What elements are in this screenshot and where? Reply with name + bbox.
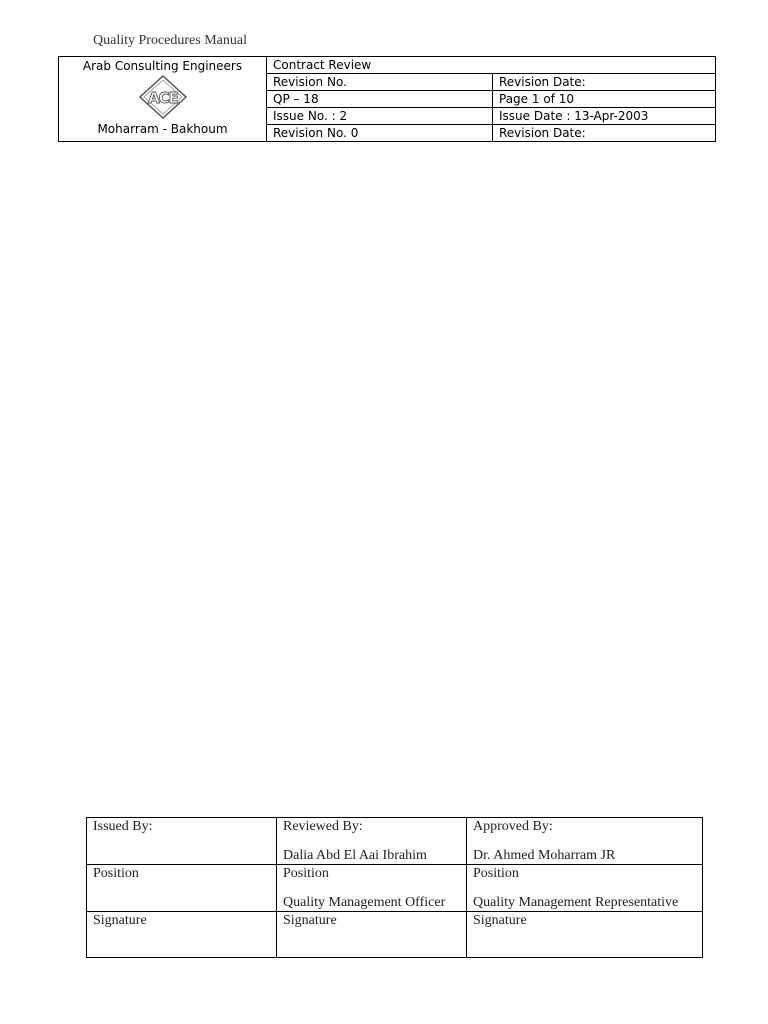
issuer-signature-cell [87,912,277,958]
table-row [87,865,703,912]
approved-by-label: Approved By: [473,819,553,834]
position-label: Position [283,866,329,881]
approver-position-cell [467,865,703,912]
issued-by-label: Issued By: [93,819,153,834]
page-number: Page 1 of 10 [493,91,716,108]
issue-date: Issue Date : 13-Apr-2003 [493,108,716,125]
signature-label: Signature [283,913,337,928]
procedure-code: QP – 18 [267,91,493,108]
revision-number: Revision No. 0 [267,125,493,142]
issuer-position-cell [87,865,277,912]
signature-label: Signature [473,913,527,928]
reviewed-by-label: Reviewed By: [283,819,363,834]
revision-date: Revision Date: [493,125,716,142]
revision-date-label: Revision Date: [493,74,716,91]
table-row [87,912,703,958]
reviewer-signature-cell [277,912,467,958]
approved-by-cell [467,818,703,865]
revision-no-label: Revision No. [267,74,493,91]
manual-title: Quality Procedures Manual [93,33,247,48]
approved-by-name: Dr. Ahmed Moharram JR [473,848,616,863]
issue-number: Issue No. : 2 [267,108,493,125]
ace-diamond-logo-icon [59,75,266,121]
svg-text:ACE: ACE [147,89,178,107]
approver-signature-cell [467,912,703,958]
reviewed-by-cell [277,818,467,865]
reviewer-position-cell [277,865,467,912]
position-label: Position [473,866,519,881]
document-header-table [58,56,716,142]
reviewer-position: Quality Management Officer [283,895,446,910]
company-block [59,57,267,142]
position-label: Position [93,866,139,881]
signature-label: Signature [93,913,147,928]
company-name: Arab Consulting Engineers [82,59,243,73]
signoff-table [86,817,703,958]
reviewed-by-name: Dalia Abd El Aai Ibrahim [283,848,427,863]
approver-position: Quality Management Representative [473,895,679,910]
issued-by-cell [87,818,277,865]
document-title: Contract Review [267,57,716,74]
company-subtitle: Moharram - Bakhoum [97,122,228,136]
table-row [87,818,703,865]
